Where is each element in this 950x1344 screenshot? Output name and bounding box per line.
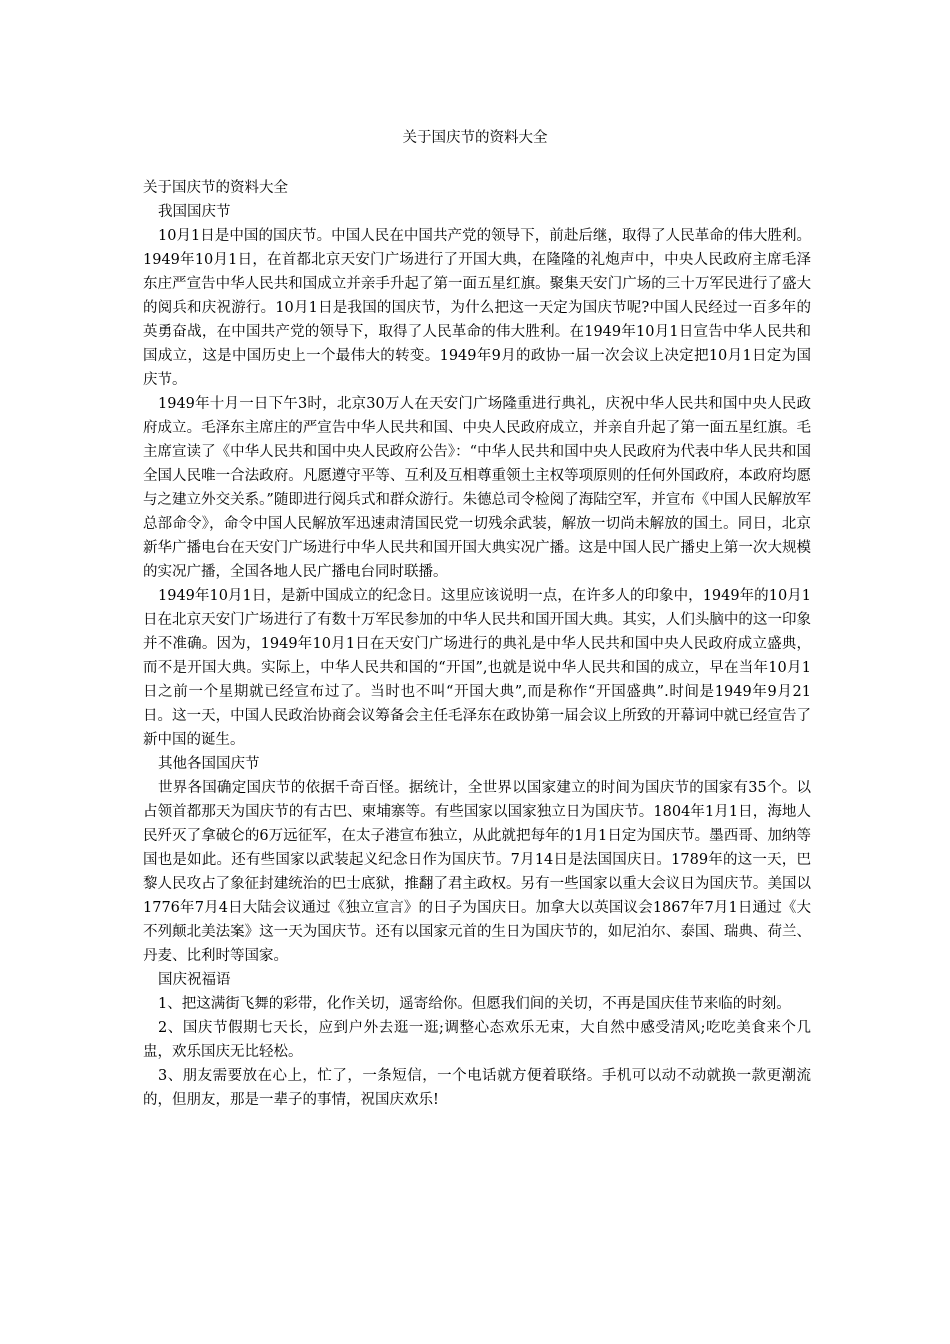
section-heading-wishes: 国庆祝福语 — [158, 972, 231, 988]
document-body — [143, 176, 811, 1112]
paragraph: 1949年10月1日，是新中国成立的纪念日。这里应该说明一点，在许多人的印象中，1949年的10月1日在北京天安门广场进行了有数十万军民参加的中华人民共和国开国大典。其实，人们头脑中的这一印象并不准确。因为，1949年10月1日在天安门广场进行的典礼是中华人民共和国中央人民政府成立盛典，而不是开国大典。实际上，中华人民共和国的“开国”,也就是说中华人民共和国的成立，早在当年10月1日之前一个星期就已经宣布过了。当时也不叫“开国大典”,而是称作“开国盛典”.时间是1949年9月21日。这一天，中国人民政治协商会议筹备会主任毛泽东在政协第一届会议上所致的开幕词中就已经宣告了新中国的诞生。 — [143, 588, 811, 748]
wish-item: 3、朋友需要放在心上，忙了，一条短信，一个电话就方便着联络。手机可以动不动就换一款更潮流的，但朋友，那是一辈子的事情，祝国庆欢乐! — [143, 1068, 811, 1108]
document-title: 关于国庆节的资料大全 — [402, 130, 548, 146]
document-subtitle: 关于国庆节的资料大全 — [143, 180, 288, 196]
wish-item: 1、把这满街飞舞的彩带，化作关切，遥寄给你。但愿我们间的关切，不再是国庆佳节来临的时刻。 — [158, 996, 791, 1012]
paragraph: 1949年十月一日下午3时，北京30万人在天安门广场隆重进行典礼，庆祝中华人民共和国中央人民政府成立。毛泽东主席庄的严宣告中华人民共和国、中央人民政府成立，并亲自升起了第一面五星红旗。毛主席宣读了《中华人民共和国中央人民政府公告》：“中华人民共和国中央人民政府为代表中华人民共和国全国人民唯一合法政府。凡愿遵守平等、互利及互相尊重领土主权等项原则的任何外国政府，本政府均愿与之建立外交关系。”随即进行阅兵式和群众游行。朱德总司令检阅了海陆空军，并宣布《中国人民解放军总部命令》，命令中国人民解放军迅速肃清国民党一切残余武装，解放一切尚未解放的国土。同日，北京新华广播电台在天安门广场进行中华人民共和国开国大典实况广播。这是中国人民广播史上第一次大规模的实况广播，全国各地人民广播电台同时联播。 — [143, 396, 811, 580]
paragraph: 世界各国确定国庆节的依据千奇百怪。据统计，全世界以国家建立的时间为国庆节的国家有35个。以占领首都那天为国庆节的有古巴、柬埔寨等。有些国家以国家独立日为国庆节。1804年1月1日，海地人民歼灭了拿破仑的6万远征军，在太子港宣布独立，从此就把每年的1月1日定为国庆节。墨西哥、加纳等国也是如此。还有些国家以武装起义纪念日作为国庆节。7月14日是法国国庆日。1789年的这一天，巴黎人民攻占了象征封建统治的巴士底狱，推翻了君主政权。另有一些国家以重大会议日为国庆节。美国以1776年7月4日大陆会议通过《独立宣言》的日子为国庆日。加拿大以英国议会1867年7月1日通过《大不列颠北美法案》这一天为国庆节。还有以国家元首的生日为国庆节的，如尼泊尔、泰国、瑞典、荷兰、丹麦、比利时等国家。 — [143, 780, 811, 964]
wish-item: 2、国庆节假期七天长，应到户外去逛一逛;调整心态欢乐无束，大自然中感受清风;吃吃美食来个几盅，欢乐国庆无比轻松。 — [143, 1020, 811, 1060]
paragraph: 10月1日是中国的国庆节。中国人民在中国共产党的领导下，前赴后继，取得了人民革命的伟大胜利。1949年10月1日，在首都北京天安门广场进行了开国大典，在隆隆的礼炮声中，中央人民政府主席毛泽东庄严宣告中华人民共和国成立并亲手升起了第一面五星红旗。聚集天安门广场的三十万军民进行了盛大的阅兵和庆祝游行。10月1日是我国的国庆节，为什么把这一天定为国庆节呢?中国人民经过一百多年的英勇奋战，在中国共产党的领导下，取得了人民革命的伟大胜利。在1949年10月1日宣告中华人民共和国成立，这是中国历史上一个最伟大的转变。1949年9月的政协一届一次会议上决定把10月1日定为国庆节。 — [143, 228, 811, 388]
section-heading-china: 我国国庆节 — [158, 204, 231, 220]
section-heading-others: 其他各国国庆节 — [158, 756, 260, 772]
